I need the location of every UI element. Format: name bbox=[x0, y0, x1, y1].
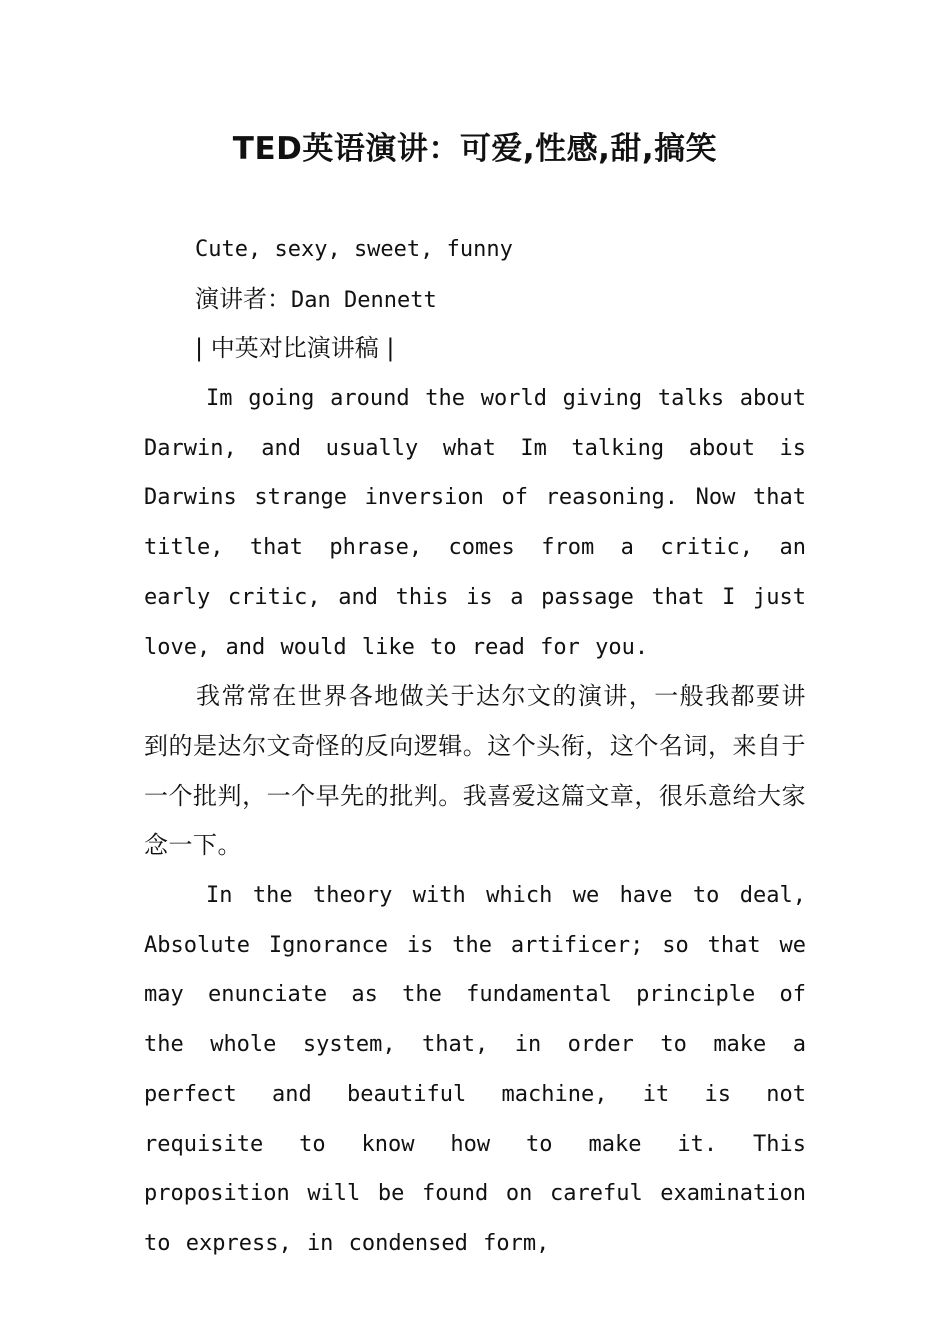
speaker-line bbox=[195, 275, 437, 326]
document-body bbox=[144, 374, 806, 1269]
section-tag bbox=[195, 324, 394, 375]
section-tag-text: | 中英对比演讲稿 | bbox=[195, 334, 395, 362]
document-title: TED英语演讲：可爱,性感,甜,搞笑 bbox=[232, 131, 718, 167]
english-subtitle: Cute, sexy, sweet, funny bbox=[195, 237, 513, 262]
speaker-name: Dan Dennett bbox=[291, 288, 437, 313]
speaker-label: 演讲者： bbox=[195, 285, 291, 313]
paragraph-chinese-1: 我常常在世界各地做关于达尔文的演讲，一般我都要讲到的是达尔文奇怪的反向逻辑。这个头衔，这个名词，来自于一个批判，一个早先的批判。我喜爱这篇文章，很乐意给大家念一下。 bbox=[144, 682, 806, 860]
paragraph-english-2: In the theory with which we have to deal, Absolute Ignorance is the artificer; so that we may enunciate as the fundamental principle of the whole system, that, in order to make a perfect and beautiful machine, it is not requisite to know how to make it. This proposition will be found on careful examination to express, in condensed form, bbox=[144, 883, 806, 1256]
paragraph-english-1: Im going around the world giving talks about Darwin, and usually what Im talking about is Darwins strange inversion of reasoning. Now that title, that phrase, comes from a critic, an early critic, and this is a passage that I just love, and would like to read for you. bbox=[144, 386, 806, 660]
